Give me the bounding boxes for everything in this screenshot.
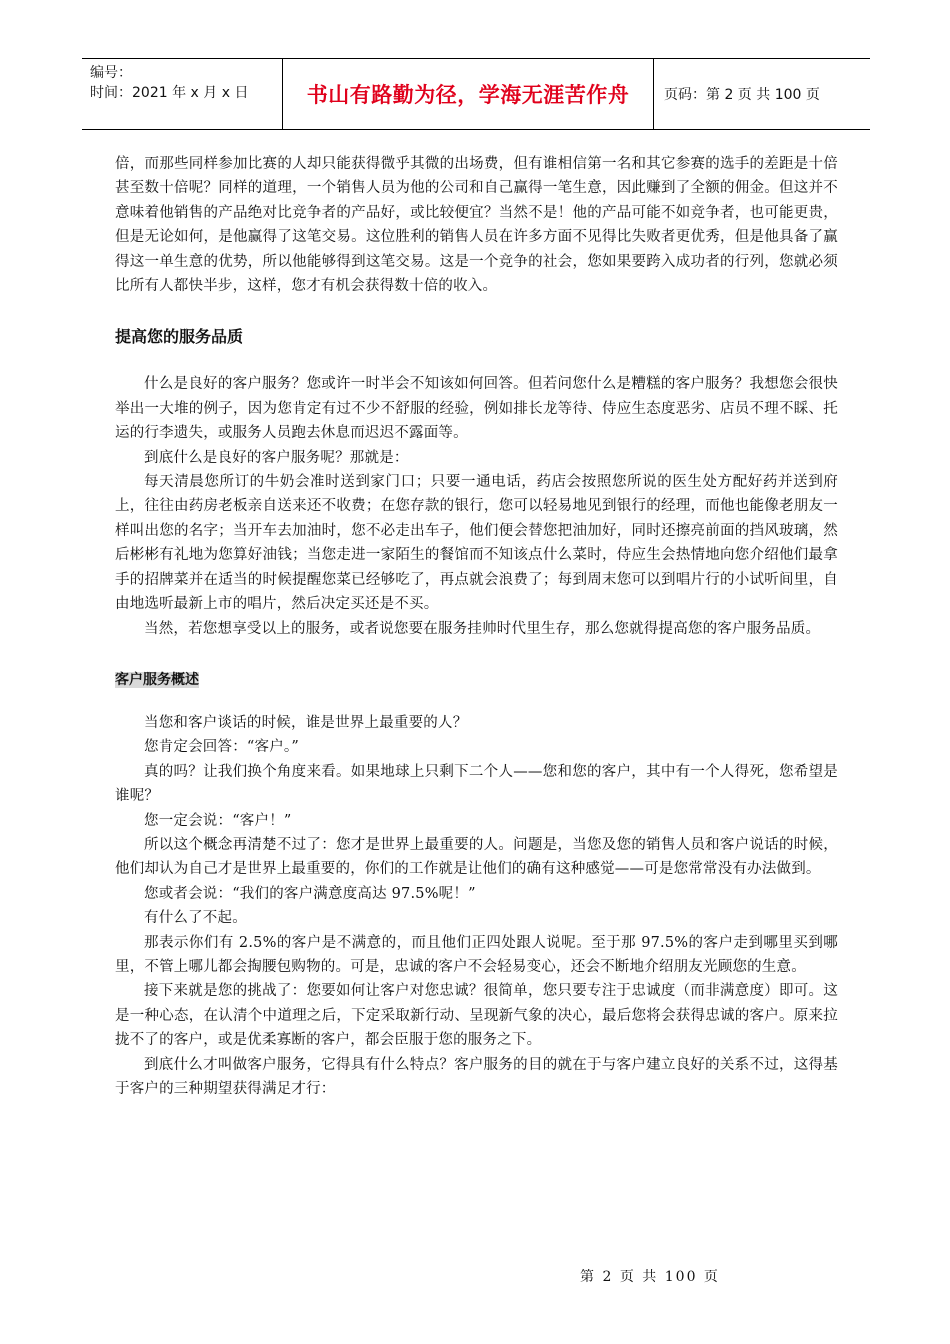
paragraph: 接下来就是您的挑战了：您要如何让客户对您忠诚？很简单，您只要专注于忠诚度（而非满意度）即可。这是一种心态，在认清个中道理之后，下定采取新行动、呈现新气象的决心，最后您将会获得忠诚的客户。原来拉拢不了的客户，或是优柔寡断的客户，都会臣服于您的服务之下。: [115, 983, 838, 1049]
paragraph: 那表示你们有 2.5%的客户是不满意的，而且他们正四处跟人说呢。至于那 97.5%的客户走到哪里买到哪里，不管上哪儿都会掏腰包购物的。可是，忠诚的客户不会轻易变心，还会不断地介绍朋友光顾您的生意。: [115, 934, 838, 975]
paragraph: 您肯定会回答：“客户。”: [144, 739, 299, 756]
paragraph: 有什么了不起。: [144, 910, 247, 927]
subsection-heading-text: 客户服务概述: [115, 671, 199, 688]
page-footer: 第 2 页 共 100 页: [580, 1269, 720, 1285]
subsection-heading-customer-service-overview: [115, 669, 838, 691]
paragraph: 您一定会说：“客户！”: [144, 812, 292, 829]
paragraph: 到底什么是良好的客户服务呢？那就是：: [144, 449, 409, 466]
paragraph: 当您和客户谈话的时候，谁是世界上最重要的人？: [144, 714, 468, 731]
header-motto: 书山有路勤为径，学海无涯苦作舟: [282, 59, 654, 129]
header-meta: [82, 59, 282, 129]
document-date: 时间：2021 年 x 月 x 日: [90, 85, 249, 101]
paragraph: 每天清晨您所订的牛奶会准时送到家门口；只要一通电话，药店会按照您所说的医生处方配好药并送到府上，往往由药房老板亲自送来还不收费；在您存款的银行，您可以轻易地见到银行的经理，而他也能像老朋友一样叫出您的名字；当开车去加油时，您不必走出车子，他们便会替您把油加好，同时还擦亮前面的挡风玻璃，然后彬彬有礼地为您算好油钱；当您走进一家陌生的餐馆而不知该点什么菜时，侍应生会热情地向您介绍他们最拿手的招牌菜并在适当的时候提醒您菜已经够吃了，再点就会浪费了；每到周末您可以到唱片行的小试听间里，自由地选听最新上市的唱片，然后决定买还是不买。: [115, 474, 838, 613]
paragraph: 到底什么才叫做客户服务，它得具有什么特点？客户服务的目的就在于与客户建立良好的关系不过，这得基于客户的三种期望获得满足才行：: [115, 1056, 838, 1097]
page-header: [82, 58, 870, 130]
document-body: [115, 152, 838, 1101]
section-heading-service-quality: 提高您的服务品质: [115, 327, 244, 347]
paragraph: 所以这个概念再清楚不过了：您才是世界上最重要的人。问题是，当您及您的销售人员和客户说话的时候，他们却认为自己才是世界上最重要的，你们的工作就是让他们的确有这种感觉——可是您常常没有办法做到。: [115, 836, 838, 878]
intro-paragraph: 倍，而那些同样参加比赛的人却只能获得微乎其微的出场费，但有谁相信第一名和其它参赛的选手的差距是十倍甚至数十倍呢？同样的道理，一个销售人员为他的公司和自己赢得一笔生意，因此赚到了全额的佣金。但这并不意味着他销售的产品绝对比竞争者的产品好，或比较便宜？当然不是！他的产品可能不如竞争者，也可能更贵，但是无论如何，是他赢得了这笔交易。这位胜利的销售人员在许多方面不见得比失败者更优秀，但是他具备了赢得这一单生意的优势，所以他能够得到这笔交易。这是一个竞争的社会，您如果要跨入成功者的行列，您就必须比所有人都快半步，这样，您才有机会获得数十倍的收入。: [115, 156, 838, 295]
header-page-info: 页码：第 2 页 共 100 页: [664, 87, 820, 103]
document-number-label: 编号：: [90, 65, 132, 81]
paragraph: 什么是良好的客户服务？您或许一时半会不知该如何回答。但若问您什么是糟糕的客户服务？我想您会很快举出一大堆的例子，因为您肯定有过不少不舒服的经验，例如排长龙等待、侍应生态度恶劣、店员不理不睬、托运的行李遗失，或服务人员跑去休息而迟迟不露面等。: [115, 376, 838, 442]
paragraph: 当然，若您想享受以上的服务，或者说您要在服务挂帅时代里生存，那么您就得提高您的客户服务品质。: [144, 620, 821, 637]
paragraph: 真的吗？让我们换个角度来看。如果地球上只剩下二个人——您和您的客户，其中有一个人得死，您希望是谁呢？: [115, 763, 838, 805]
paragraph: 您或者会说：“我们的客户满意度高达 97.5%呢！”: [144, 885, 476, 902]
